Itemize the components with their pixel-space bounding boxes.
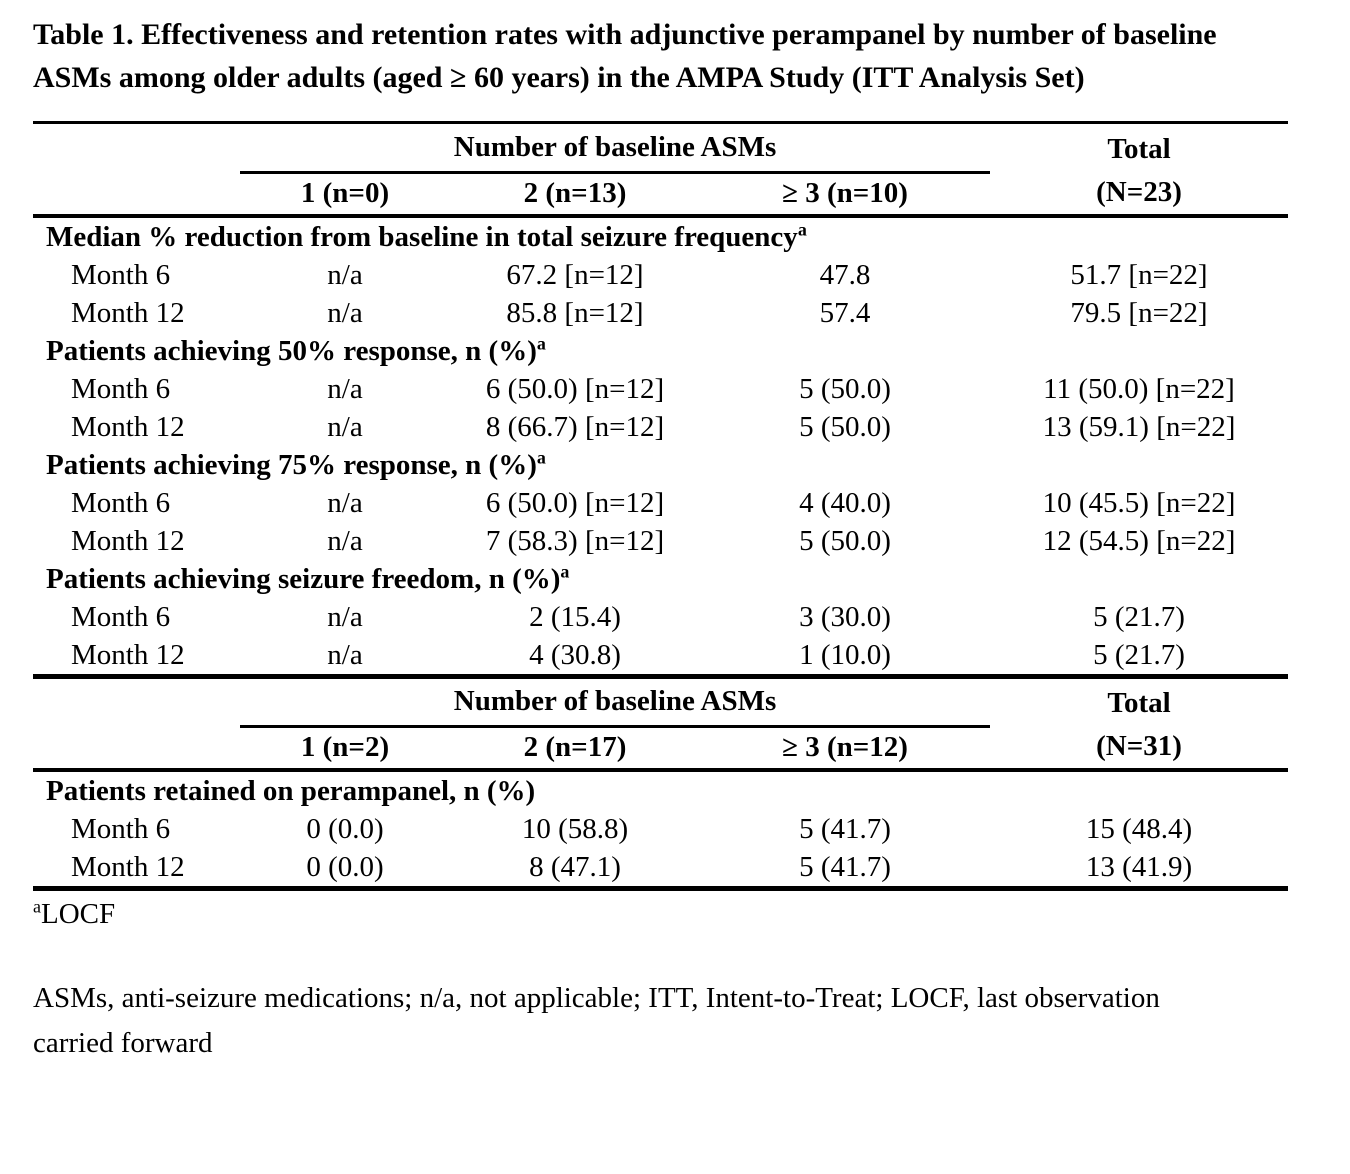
table-row	[33, 294, 1288, 332]
data-cell: 5 (50.0)	[799, 525, 891, 558]
section-header-row	[33, 216, 1288, 256]
col-header-total-n: (N=31)	[990, 727, 1288, 771]
data-cell: 51.7 [n=22]	[1070, 259, 1208, 292]
section-header-75-response	[33, 446, 1288, 484]
section-header-row	[33, 446, 1288, 484]
row-label: Month 12	[71, 639, 185, 672]
col-header-2-asm: 2 (n=17)	[450, 727, 700, 771]
data-cell: 5 (21.7)	[1093, 601, 1185, 634]
table-row	[33, 810, 1288, 848]
col-header-2-asm: 2 (n=13)	[450, 173, 700, 217]
data-cell: 13 (41.9)	[990, 848, 1288, 889]
row-label: Month 6	[71, 813, 171, 846]
data-cell: 10 (58.8)	[521, 813, 629, 846]
section-label: Patients retained on perampanel, n (%)	[46, 775, 536, 808]
empty-cell	[33, 123, 240, 173]
data-cell: 8 (66.7) [n=12]	[485, 411, 665, 444]
table-row	[33, 484, 1288, 522]
empty-cell	[33, 677, 240, 727]
data-cell: 4 (40.0)	[799, 487, 891, 520]
data-cell: n/a	[327, 411, 363, 444]
table-row	[33, 598, 1288, 636]
data-cell: 15 (48.4)	[1085, 813, 1193, 846]
section-header-row	[33, 332, 1288, 370]
footnote-text: LOCF	[40, 898, 116, 931]
retention-group-header-row	[33, 677, 1288, 727]
row-label: Month 12	[71, 297, 185, 330]
row-label: Month 6	[71, 601, 171, 634]
table-row	[33, 848, 1288, 889]
table-row	[33, 408, 1288, 446]
table-row	[33, 256, 1288, 294]
col-header-3plus-asm: ≥ 3 (n=10)	[700, 173, 990, 217]
data-cell: 4 (30.8)	[529, 639, 621, 672]
data-cell: 2 (15.4)	[529, 601, 621, 634]
retention-column-header-row	[33, 727, 1288, 771]
section-header-retained	[33, 770, 1288, 810]
data-cell: 11 (50.0) [n=22]	[1043, 373, 1235, 406]
table-row	[33, 370, 1288, 408]
data-cell: 6 (50.0) [n=12]	[485, 373, 665, 406]
section-header-row	[33, 560, 1288, 598]
row-label: Month 12	[33, 848, 240, 889]
data-cell: 5 (50.0)	[799, 411, 891, 444]
group-header-baseline-asms: Number of baseline ASMs	[240, 123, 990, 173]
section-label: Patients achieving seizure freedom, n (%)	[46, 563, 561, 596]
total-header: Total	[990, 123, 1288, 173]
data-cell: 10 (45.5) [n=22]	[1042, 487, 1236, 520]
footnote-locf	[33, 896, 1320, 934]
footnote-marker: a	[536, 333, 546, 354]
results-table	[33, 121, 1288, 891]
row-label: Month 6	[71, 487, 171, 520]
empty-cell	[33, 173, 240, 217]
col-header-1-asm: 1 (n=0)	[240, 173, 450, 217]
data-cell: 5 (21.7)	[1093, 639, 1185, 672]
section-label: Median % reduction from baseline in total seizure frequency	[46, 221, 798, 254]
abbreviations: ASMs, anti-seizure medications; n/a, not applicable; ITT, Intent-to-Treat; LOCF, last observation carried forward	[33, 981, 1160, 1059]
data-cell: 5 (50.0)	[799, 373, 891, 406]
data-cell: n/a	[327, 373, 363, 406]
data-cell: 1 (10.0)	[799, 639, 891, 672]
footnote-marker: a	[536, 447, 546, 468]
effectiveness-column-header-row	[33, 173, 1288, 217]
data-cell: n/a	[327, 487, 363, 520]
total-header: Total	[990, 677, 1288, 727]
data-cell: 57.4	[819, 297, 871, 330]
section-header-seizure-freedom	[33, 560, 1288, 598]
section-label: Patients achieving 50% response, n (%)	[46, 335, 537, 368]
data-cell: 67.2 [n=12]	[506, 259, 644, 292]
col-header-1-asm: 1 (n=2)	[240, 727, 450, 771]
section-header-row	[33, 770, 1288, 810]
section-label: Patients achieving 75% response, n (%)	[46, 449, 537, 482]
effectiveness-group-header-row	[33, 123, 1288, 173]
data-cell: 13 (59.1) [n=22]	[1042, 411, 1236, 444]
data-cell: 12 (54.5) [n=22]	[1042, 525, 1236, 558]
data-cell: 85.8 [n=12]	[506, 297, 644, 330]
data-cell: n/a	[327, 297, 363, 330]
row-label: Month 6	[71, 373, 171, 406]
row-label: Month 12	[71, 525, 185, 558]
table-row	[33, 636, 1288, 677]
data-cell: 3 (30.0)	[799, 601, 891, 634]
data-cell: 0 (0.0)	[306, 813, 384, 846]
data-cell: 5 (41.7)	[799, 813, 891, 846]
data-cell: 5 (41.7)	[700, 848, 990, 889]
data-cell: 6 (50.0) [n=12]	[485, 487, 665, 520]
row-label: Month 12	[71, 411, 185, 444]
col-header-3plus-asm: ≥ 3 (n=12)	[700, 727, 990, 771]
empty-cell	[33, 727, 240, 771]
data-cell: n/a	[327, 639, 363, 672]
data-cell: 0 (0.0)	[240, 848, 450, 889]
data-cell: n/a	[327, 259, 363, 292]
data-cell: 7 (58.3) [n=12]	[485, 525, 665, 558]
data-cell: 8 (47.1)	[450, 848, 700, 889]
data-cell: n/a	[327, 525, 363, 558]
footnote-marker: a	[797, 219, 807, 240]
footnote-marker: a	[33, 896, 41, 917]
data-cell: 79.5 [n=22]	[1070, 297, 1208, 330]
footnote-marker: a	[560, 561, 570, 582]
table-row	[33, 522, 1288, 560]
group-header-baseline-asms: Number of baseline ASMs	[240, 677, 990, 727]
row-label: Month 6	[71, 259, 171, 292]
col-header-total-n: (N=23)	[990, 173, 1288, 217]
data-cell: n/a	[327, 601, 363, 634]
table-title: Table 1. Effectiveness and retention rates with adjunctive perampanel by number of baseline ASMs among older adults (aged ≥ 60 years) in the AMPA Study (ITT Analysis Set)	[33, 18, 1217, 94]
section-header-median-reduction	[33, 216, 1288, 256]
section-header-50-response	[33, 332, 1288, 370]
data-cell: 47.8	[819, 259, 871, 292]
